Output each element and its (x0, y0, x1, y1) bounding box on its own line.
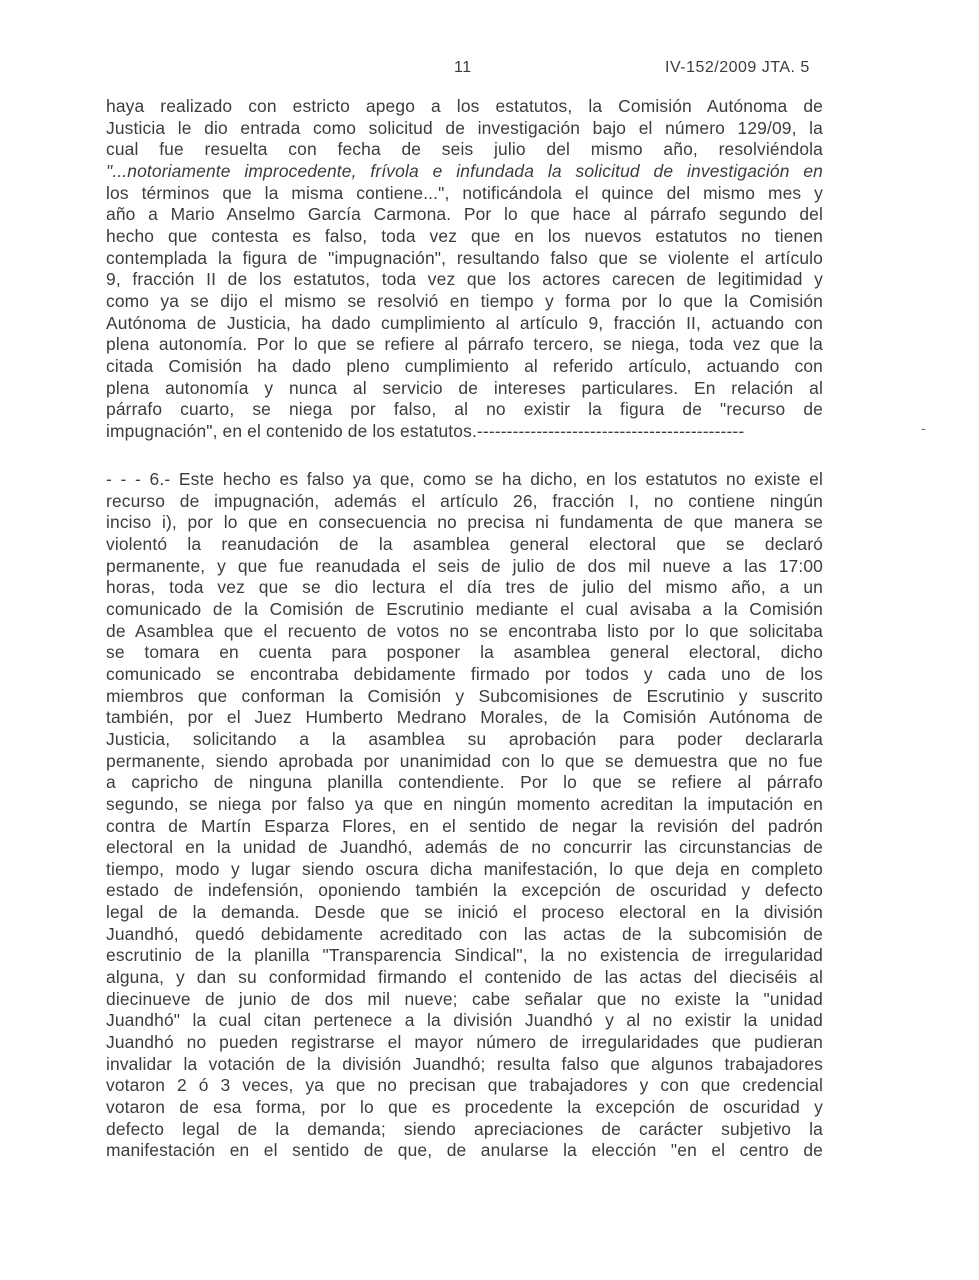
text-line: a capricho de ninguna planilla contendiente. Por lo que se refiere al párrafo (106, 772, 823, 793)
text-line: Justicia le dio entrada como solicitud de investigación bajo el número 129/09, la (106, 117, 823, 138)
text-line: manifestación en el sentido de que, de anularse la elección "en el centro de (106, 1140, 823, 1161)
text-line: haya realizado con estricto apego a los estatutos, la Comisión Autónoma de (106, 96, 823, 116)
text-line: electoral en la unidad de Juandhó, además de no concurrir las circunstancias de (106, 837, 823, 858)
text-line: párrafo cuarto, se niega por falso, al no existir la figura de "recurso de (106, 399, 823, 420)
text-line: hecho que contesta es falso, toda vez que en los nuevos estatutos no tienen (106, 225, 823, 246)
text-line: se tomara en cuenta para posponer la asamblea general electoral, dicho (106, 642, 823, 663)
text-line: votaron 2 ó 3 veces, ya que no precisan que trabajadores y con que credencial (106, 1075, 823, 1096)
text-line: permanente, y que fue reanudada el seis de julio de dos mil nueve a las 17:00 (106, 555, 823, 576)
text-line: Juandhó no pueden registrarse el mayor número de irregularidades que pudieran (106, 1032, 823, 1053)
text-line: permanente, siendo aprobada por unanimidad con lo que se demuestra que no fue (106, 750, 823, 771)
text-line: invalidar la votación de la división Juandhó; resulta falso que algunos trabajadores (106, 1053, 823, 1074)
text-line: impugnación", en el contenido de los estatutos.--------------------------------------------- (106, 420, 745, 441)
text-line: también, por el Juez Humberto Medrano Morales, de la Comisión Autónoma de (106, 707, 823, 728)
text-line: defecto legal de la demanda; siendo apreciaciones de carácter subjetivo la (106, 1118, 823, 1139)
text-line: contemplada la figura de "impugnación", resultando falso que se violente el artículo (106, 247, 823, 268)
text-line: - - - 6.- Este hecho es falso ya que, como se ha dicho, en los estatutos no existe el (106, 469, 823, 489)
text-line: plena autonomía. Por lo que se refiere al párrafo tercero, se niega, toda vez que la (106, 334, 823, 355)
text-line: escrutinio de la planilla "Transparencia Sindical", la no existencia de irregularidad (106, 945, 823, 966)
text-line: legal de la demanda. Desde que se inició el proceso electoral en la división (106, 902, 823, 923)
text-line: diecinueve de junio de dos mil nueve; cabe señalar que no existe la "unidad (106, 988, 823, 1009)
page-number: 11 (454, 59, 472, 76)
text-line: Justicia, solicitando a la asamblea su aprobación para poder declararla (106, 728, 823, 749)
text-line: cual fue resuelta con fecha de seis julio del mismo año, resolviéndola (106, 139, 823, 160)
text-line: Juandhó" la cual citan pertenece a la división Juandhó y al no existir la unidad (106, 1010, 823, 1031)
quoted-resolution-line: "...notoriamente improcedente, frívola e infundada la solicitud de investigación en (106, 160, 823, 181)
text-line: Juandhó, quedó debidamente acreditado con las actas de la subcomisión de (106, 923, 823, 944)
margin-mark: - (921, 420, 926, 436)
text-line: segundo, se niega por falso ya que en ningún momento acreditan la imputación en (106, 793, 823, 814)
text-line: Autónoma de Justicia, ha dado cumplimiento al artículo 9, fracción II, actuando con (106, 312, 823, 333)
text-line: como ya se dijo el mismo se resolvió en tiempo y forma por lo que la Comisión (106, 290, 823, 311)
text-line: inciso i), por lo que en consecuencia no precisa ni fundamenta de que manera se (106, 512, 823, 533)
text-line: recurso de impugnación, además el artículo 26, fracción I, no contiene ningún (106, 490, 823, 511)
text-line: contra de Martín Esparza Flores, en el sentido de negar la revisión del padrón (106, 815, 823, 836)
text-line: de Asamblea que el recuento de votos no se encontraba listo por lo que solicitaba (106, 620, 823, 641)
case-reference: IV-152/2009 JTA. 5 (665, 59, 810, 76)
text-line: tiempo, modo y lugar siendo oscura dicha manifestación, lo que deja en completo (106, 858, 823, 879)
text-line: comunicado se encontraba debidamente firmado por todos y cada uno de los (106, 663, 823, 684)
text-line: citada Comisión ha dado pleno cumplimiento al referido artículo, actuando con (106, 355, 823, 376)
text-line: año a Mario Anselmo García Carmona. Por lo que hace al párrafo segundo del (106, 204, 823, 225)
text-line: horas, toda vez que se dio lectura el día tres de julio del mismo año, a un (106, 577, 823, 598)
text-line: los términos que la misma contiene...", notificándola el quince del mismo mes y (106, 182, 823, 203)
text-line: violentó la reanudación de la asamblea general electoral que se declaró (106, 533, 823, 554)
text-line: plena autonomía y nunca al servicio de intereses particulares. En relación al (106, 377, 823, 398)
text-line: votaron de esa forma, por lo que es procedente la excepción de oscuridad y (106, 1097, 823, 1118)
text-line: comunicado de la Comisión de Escrutinio mediante el cual avisaba a la Comisión (106, 598, 823, 619)
paragraph-1 (106, 96, 823, 443)
paragraph-2 (106, 469, 823, 1162)
text-line: estado de indefensión, oponiendo también la excepción de oscuridad y defecto (106, 880, 823, 901)
text-line: miembros que conforman la Comisión y Subcomisiones de Escrutinio y suscrito (106, 685, 823, 706)
text-line: alguna, y dan su conformidad firmando el contenido de las actas del dieciséis al (106, 967, 823, 988)
text-line: 9, fracción II de los estatutos, toda vez que los actores carecen de legitimidad y (106, 269, 823, 290)
